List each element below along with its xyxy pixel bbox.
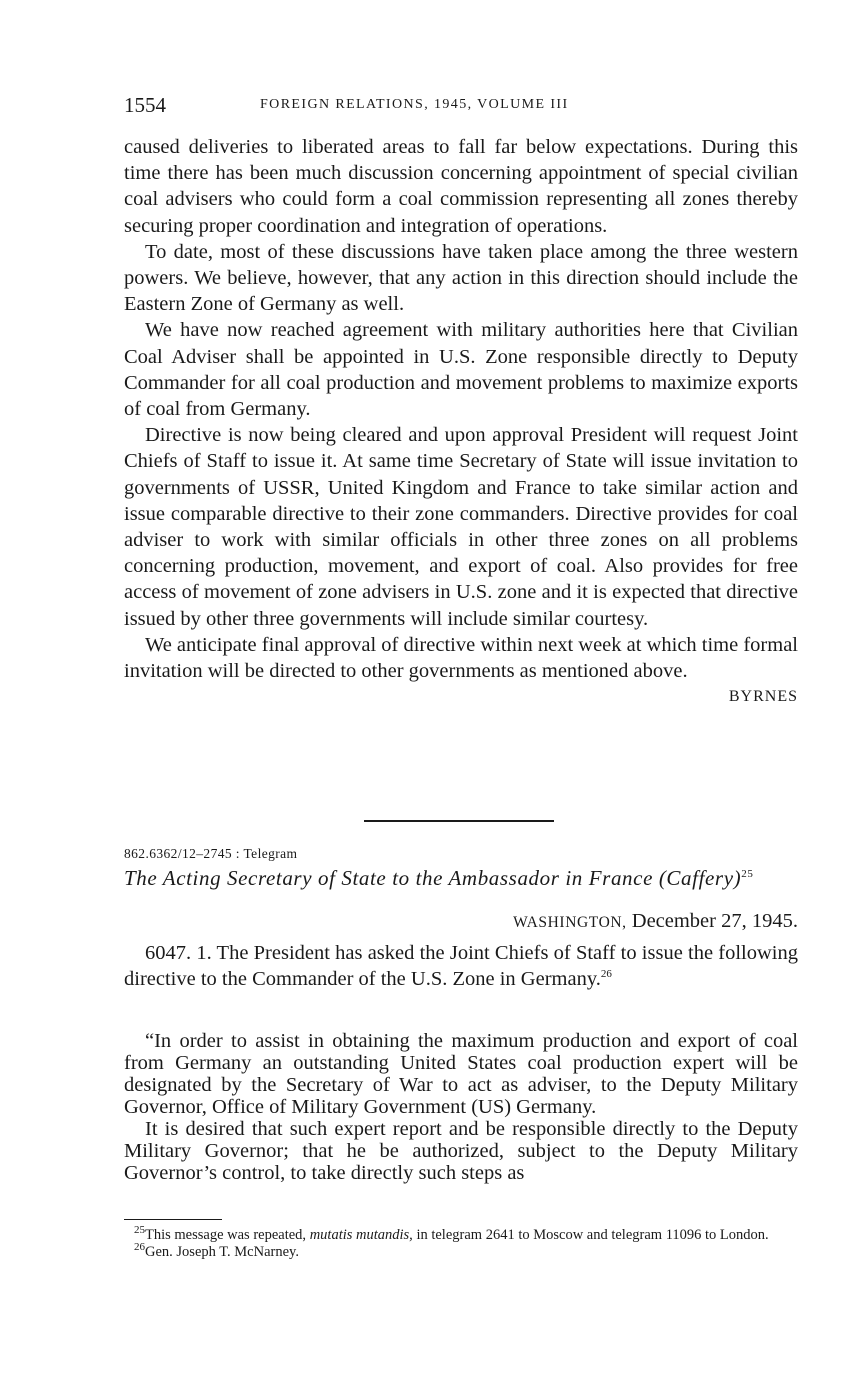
telegram-opening-text: 6047. 1. The President has asked the Joint Chiefs of Staff to issue the following directive to the Commander of the U.S. Zone in Germany. bbox=[124, 942, 798, 991]
quote-paragraph: “In order to assist in obtaining the maximum production and export of coal from Germany an outstanding United States coal production expert will be designated by the Secretary of War to act as adviser, to the Deputy Military Governor, Office of Military Government (US) Germany. bbox=[124, 1030, 798, 1118]
body-text bbox=[124, 134, 798, 710]
section-divider bbox=[364, 820, 554, 822]
running-head: FOREIGN RELATIONS, 1945, VOLUME III bbox=[260, 97, 569, 112]
footnote: $^{25}$This message was repeated, mutatis mutandis, in telegram 2641 to Moscow and telegram 11096 to London. bbox=[134, 1224, 769, 1243]
document-title bbox=[124, 866, 798, 891]
paragraph: To date, most of these discussions have taken place among the three western powers. We believe, however, that any action in this direction should include the Eastern Zone of Germany as well. bbox=[124, 240, 798, 316]
file-reference: 862.6362/12–2745 : Telegram bbox=[124, 846, 298, 861]
footnotes bbox=[124, 1224, 798, 1261]
quote-paragraph: It is desired that such expert report and be responsible directly to the Deputy Military Governor; that he be authorized, subject to the Deputy Military Governor’s control, to take directly such steps as bbox=[124, 1118, 798, 1184]
paragraph: Directive is now being cleared and upon approval President will request Joint Chiefs of Staff to issue it. At same time Secretary of State will issue invitation to governments of USSR, United Kingdom and France to take similar action and issue comparable directive to their zone commanders. Directive provides for coal adviser to work with similar officials in other three zones on all problems concerning production, movement, and export of coal. Also provides for free access of movement of zone advisers in U.S. zone and it is expected that directive issued by other three governments will include similar courtesy. bbox=[124, 424, 798, 630]
dateline-city: WASHINGTON, bbox=[513, 914, 627, 931]
footnote: $^{26}$Gen. Joseph T. McNarney. bbox=[134, 1241, 299, 1260]
dateline-date: December 27, 1945. bbox=[631, 910, 798, 932]
footnote-ref: 25 bbox=[741, 868, 754, 880]
document-title-text: The Acting Secretary of State to the Ambassador in France (Caffery) bbox=[124, 866, 742, 890]
dateline bbox=[513, 910, 798, 933]
paragraph: We have now reached agreement with military authorities here that Civilian Coal Adviser shall be appointed in U.S. Zone responsible directly to Deputy Commander for all coal production and movement problems to maximize exports of coal from Germany. bbox=[124, 319, 798, 421]
paragraph: We anticipate final approval of directive within next week at which time formal invitation will be directed to other governments as mentioned above. bbox=[124, 633, 798, 683]
footnote-ref: 26 bbox=[600, 968, 612, 981]
page-header bbox=[124, 93, 798, 117]
footnote-divider bbox=[124, 1219, 222, 1220]
signature: BYRNES bbox=[728, 688, 798, 706]
telegram-opening bbox=[124, 940, 798, 992]
directive-quote bbox=[124, 1030, 798, 1184]
paragraph: caused deliveries to liberated areas to fall far below expectations. During this time there has been much discussion concerning appointment of special civilian coal advisers who could form a coal commission representing all zones thereby securing proper coordination and integration of operations. bbox=[124, 136, 798, 237]
page-number: 1554 bbox=[124, 93, 166, 117]
